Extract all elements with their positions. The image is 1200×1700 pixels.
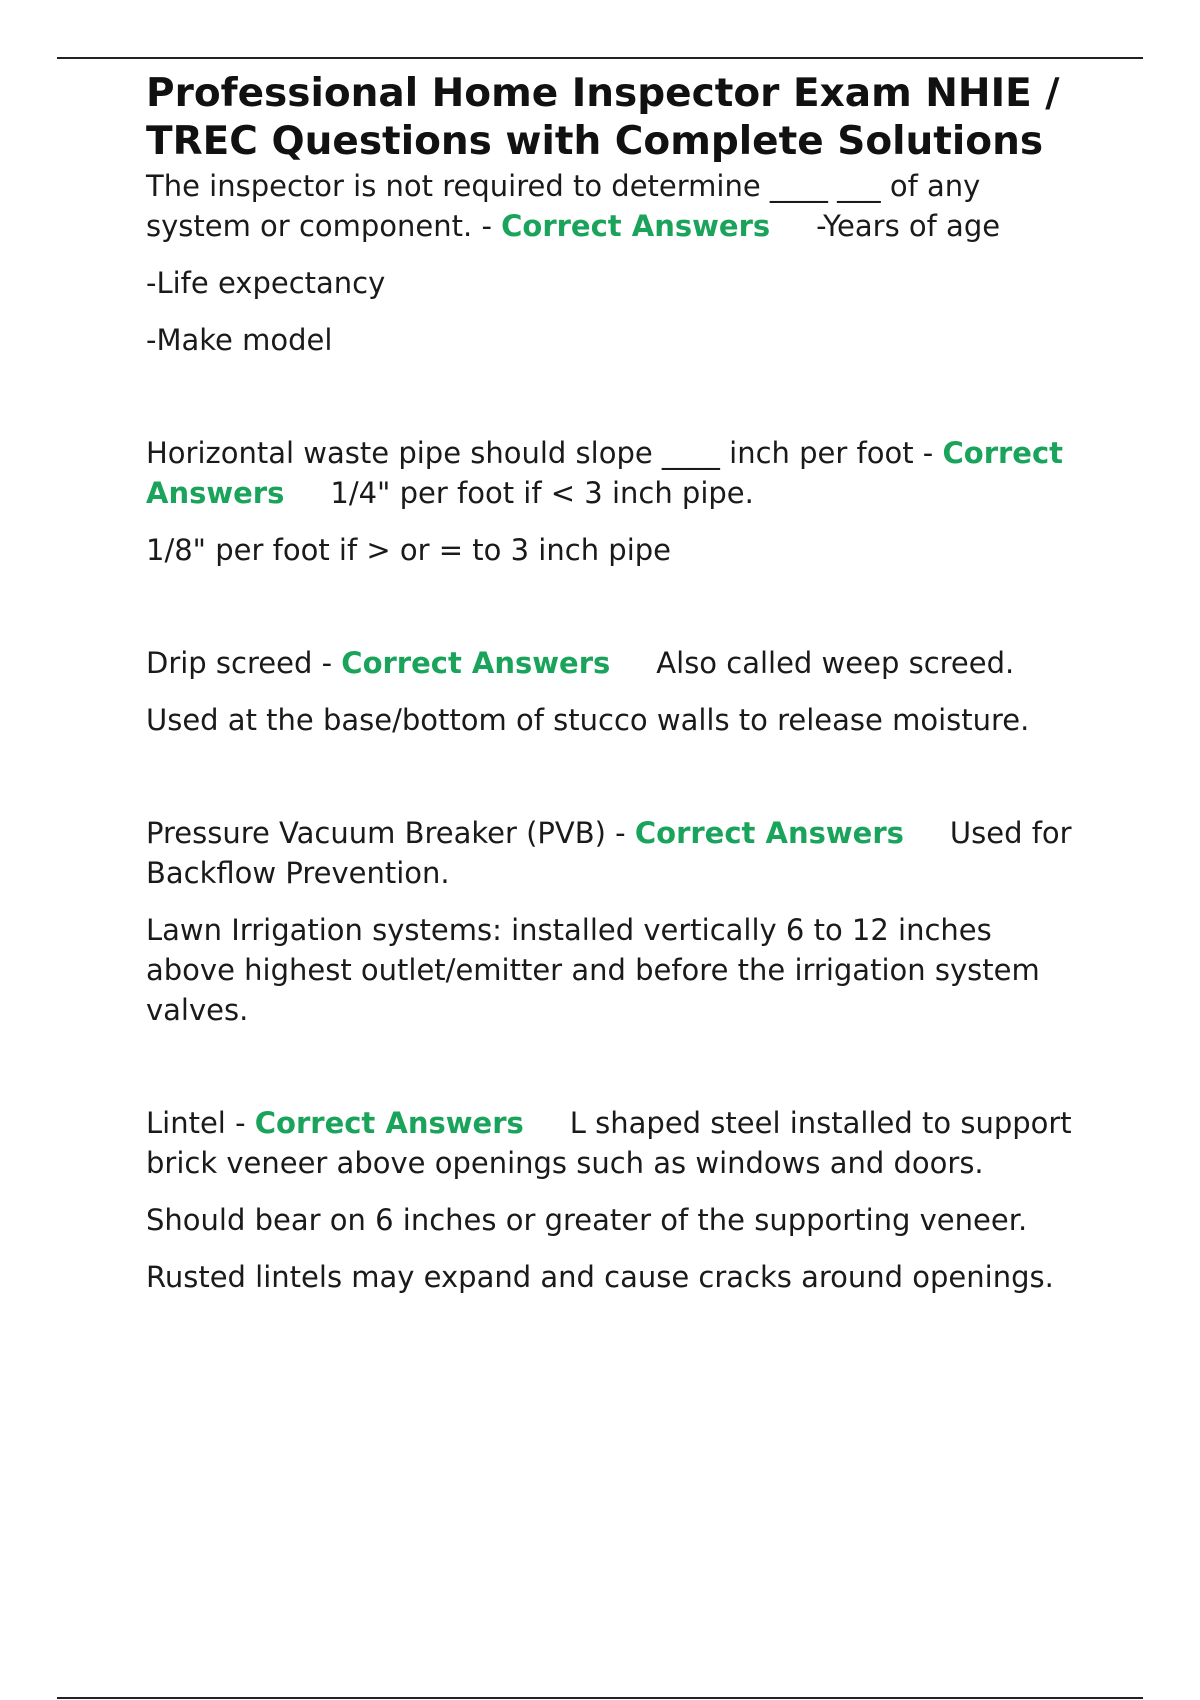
correct-answers-label: Correct Answers (146, 436, 1064, 510)
page-title: Professional Home Inspector Exam NHIE / TREC Questions with Complete Solutions (146, 71, 1060, 164)
answer-text: Used for Backflow Prevention. (146, 816, 1072, 890)
bottom-rule (57, 1697, 1143, 1699)
qa-item-pressure-vacuum-breaker (146, 813, 1086, 1030)
answer-line: Should bear on 6 inches or greater of the supporting veneer. (146, 1203, 1028, 1237)
qa-item-lintel (146, 1103, 1086, 1297)
correct-answers-label: Correct Answers (254, 1106, 524, 1140)
question-text: Pressure Vacuum Breaker (PVB) - (146, 816, 635, 850)
question-line (146, 1103, 1086, 1183)
correct-answers-label: Correct Answers (634, 816, 904, 850)
answer-line: 1/8" per foot if > or = to 3 inch pipe (146, 533, 672, 567)
answer-text: -Years of age (816, 209, 1001, 243)
answer-text: Also called weep screed. (656, 646, 1015, 680)
qa-item-years-of-age (146, 166, 1086, 360)
question-line (146, 166, 1086, 246)
document-body (146, 70, 1086, 1297)
qa-item-waste-pipe-slope (146, 433, 1086, 570)
question-text: Horizontal waste pipe should slope ____ inch per foot - (146, 436, 943, 470)
answer-line: Lawn Irrigation systems: installed vertically 6 to 12 inches above highest outlet/emitter and before the irrigation system valves. (146, 913, 1040, 1027)
question-text: Lintel - (146, 1106, 255, 1140)
answer-text: L shaped steel installed to support brick veneer above openings such as windows and doors. (146, 1106, 1072, 1180)
question-line (146, 433, 1086, 513)
answer-line: -Life expectancy (146, 266, 386, 300)
answer-line: Rusted lintels may expand and cause cracks around openings. (146, 1260, 1054, 1294)
correct-answers-label: Correct Answers (501, 209, 771, 243)
top-rule (57, 57, 1143, 59)
qa-item-drip-screed (146, 643, 1086, 740)
answer-line: -Make model (146, 323, 333, 357)
correct-answers-label: Correct Answers (341, 646, 611, 680)
question-text: The inspector is not required to determine ____ ___ of any system or component. - (146, 169, 981, 243)
question-line (146, 643, 1086, 683)
question-line (146, 813, 1086, 893)
question-text: Drip screed - (146, 646, 342, 680)
answer-text: 1/4" per foot if < 3 inch pipe. (330, 476, 754, 510)
answer-line: Used at the base/bottom of stucco walls to release moisture. (146, 703, 1030, 737)
